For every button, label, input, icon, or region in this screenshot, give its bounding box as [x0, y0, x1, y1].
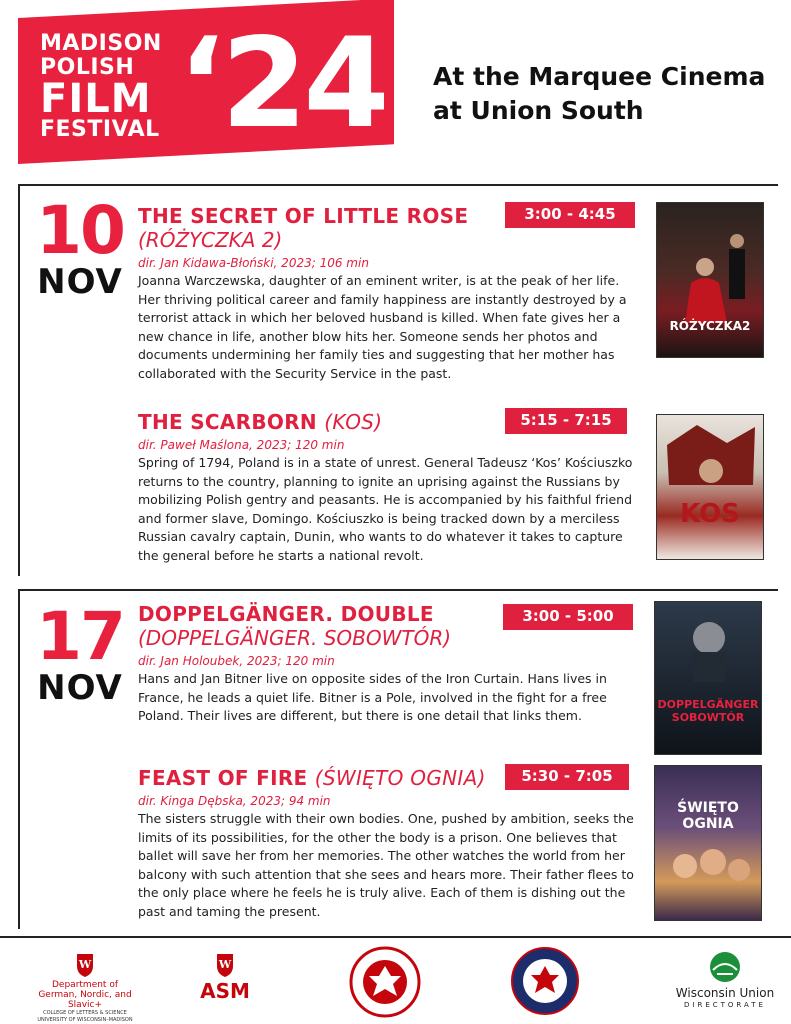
poster-title: KOS [680, 499, 740, 529]
union-sunburst-icon [708, 950, 742, 984]
venue-line-1: At the Marquee Cinema [433, 62, 766, 91]
svg-text:W: W [218, 958, 232, 971]
dept-logo[interactable] [20, 950, 150, 1023]
date-nov-17 [30, 598, 130, 708]
date-day: 17 [36, 598, 124, 675]
polish-student-association-seal[interactable] [349, 946, 421, 1018]
film-description: Joanna Warczewska, daughter of an eminent writer, is at the peak of her life. Her thriving political career and family happiness are instantly destroyed by a terrorist attack in which her beloved husband is killed. When fate gives her a new chance in life, another blow hits her. Someone sends her photos and documents undermining her family ties and suggesting that her mother has collaborated with the Security Service in the past. [138, 273, 627, 381]
showtime-badge: 3:00 - 4:45 PM [505, 202, 635, 228]
uw-crest-icon [215, 952, 235, 978]
showtime-badge: 3:00 - 5:00 PM [503, 604, 633, 630]
venue-info [433, 60, 765, 128]
uw-crest-icon [75, 952, 95, 978]
film-title: THE SECRET OF LITTLE ROSE [138, 204, 469, 228]
dept-name-line: German, Nordic, and Slavic+ [38, 990, 132, 1010]
polish-heritage-club-seal[interactable] [510, 946, 580, 1016]
film-description: The sisters struggle with their own bodies. One, pushed by ambition, seeks the limits of its possibilities, for the other the body is a prison. One believes that ballet will save her from her memories. The other watches the world from her balcony with such attention that she sees and hears more. Their father flees to the only place where he feels he is truly alive. Each of them is dishing out the past and taming the present. [138, 811, 634, 919]
poster-figure [657, 415, 764, 560]
poster-figure [655, 602, 762, 755]
film-poster [656, 414, 764, 560]
film-title: DOPPELGÄNGER. DOUBLE [138, 602, 434, 626]
poster-title: ŚWIĘTO OGNIA [677, 800, 739, 832]
festival-name [40, 32, 162, 142]
asm-text: ASM [200, 979, 250, 1003]
film-title-text: FEAST OF FIRE [138, 766, 308, 790]
film-original-title: (DOPPELGÄNGER. SOBOWTÓR) [138, 626, 452, 650]
film-poster [654, 601, 762, 755]
poster-title: DOPPELGÄNGER SOBOWTÓR [657, 698, 759, 724]
festival-logo [18, 12, 394, 164]
section-border [18, 589, 20, 929]
festival-name-line: FILM [40, 76, 152, 122]
film-description: Hans and Jan Bitner live on opposite sides of the Iron Curtain. Hans lives in France, he leads a quiet life. Bitner is a Pole, involved in the fight for a free Poland. Their lives are different, but there is one detail that links them. [138, 671, 607, 723]
seal-icon [510, 946, 580, 1016]
festival-name-line: FESTIVAL [40, 117, 160, 142]
dept-name-line: Department of [52, 980, 118, 990]
poster-title: RÓŻYCZKA2 [669, 319, 751, 333]
seal-icon [349, 946, 421, 1018]
festival-name-line: POLISH [40, 55, 135, 80]
section-border [18, 184, 20, 576]
film-poster [656, 202, 764, 358]
asm-logo[interactable] [190, 950, 260, 1002]
festival-year: ‘24 [178, 12, 386, 156]
film-description: Spring of 1794, Poland is in a state of unrest. General Tadeusz ‘Kos’ Kościuszko returns to the country, planning to ignite an uprising against the Russians by mobilizing Polish gentry and peasants. He is accompanied by his faithful friend and former slave, Domingo. Kościuszko is being tracked down by a merciless Russian cavalry captain, Dunin, who wants to do whatever it takes to capture the general before he starts a national revolt. [138, 455, 633, 563]
section-divider [18, 589, 778, 591]
poster-figure [657, 203, 764, 358]
poster-figure [655, 766, 762, 921]
film-director: dir. Kinga Dębska, 2023; 94 min [138, 794, 331, 808]
footer-divider [0, 936, 791, 938]
date-month: NOV [37, 262, 123, 302]
dept-university: UNIVERSITY OF WISCONSIN–MADISON [37, 1017, 133, 1023]
film-director: dir. Jan Kidawa-Błoński, 2023; 106 min [138, 256, 369, 270]
svg-text:W: W [78, 958, 92, 971]
film-title-text: THE SCARBORN [138, 410, 317, 434]
wisconsin-union-logo[interactable] [670, 950, 780, 1010]
festival-name-line: MADISON [40, 31, 162, 56]
film-original-title: (KOS) [324, 410, 383, 434]
union-name: Wisconsin Union [675, 986, 775, 1000]
union-subtitle: DIRECTORATE [684, 1001, 766, 1009]
film-original-title: (RÓŻYCZKA 2) [138, 228, 283, 252]
film-director: dir. Jan Holoubek, 2023; 120 min [138, 654, 335, 668]
date-nov-10 [30, 192, 130, 302]
date-day: 10 [36, 192, 124, 269]
film-original-title: (ŚWIĘTO OGNIA) [314, 766, 486, 790]
section-divider [18, 184, 778, 186]
dept-college: COLLEGE OF LETTERS & SCIENCE [43, 1010, 127, 1016]
showtime-badge: 5:15 - 7:15 PM [505, 408, 627, 434]
showtime-badge: 5:30 - 7:05 PM [505, 764, 629, 790]
film-director: dir. Paweł Maślona, 2023; 120 min [138, 438, 345, 452]
film-poster [654, 765, 762, 921]
venue-line-2: at Union South [433, 96, 644, 125]
date-month: NOV [37, 668, 123, 708]
